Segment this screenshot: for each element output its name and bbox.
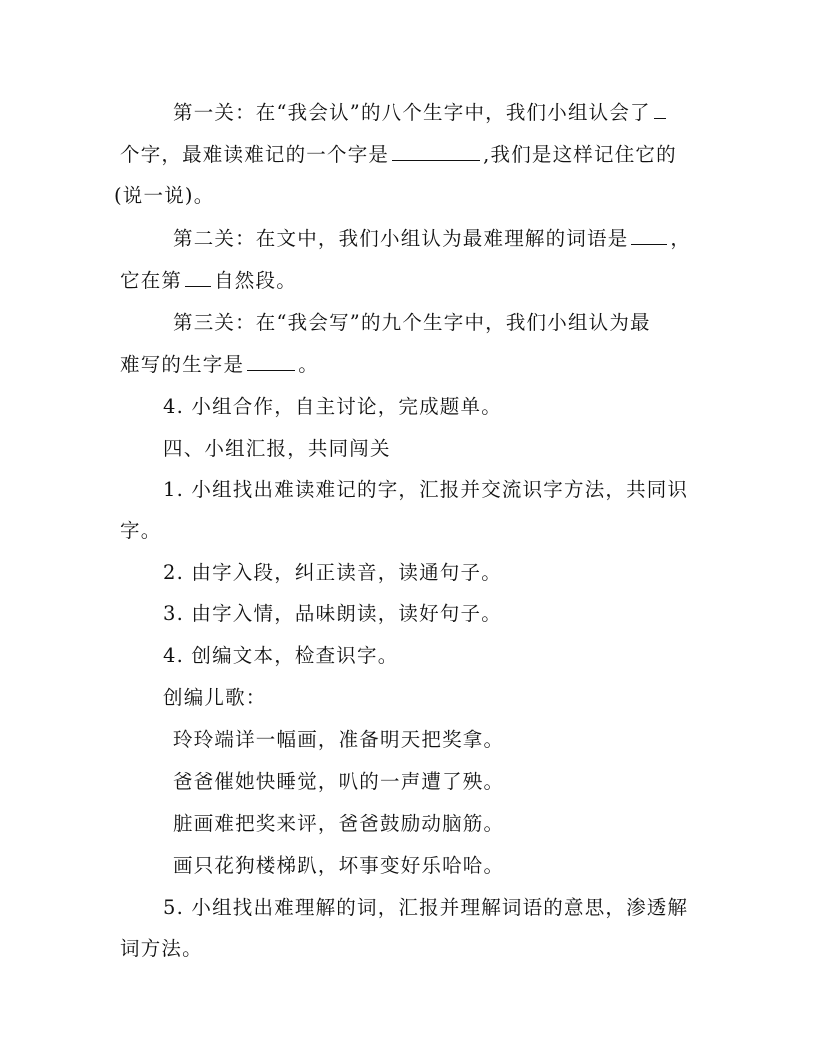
item1-text-a: 1. 小组找出难读难记的字，汇报并交流识字方法，共同识: [163, 478, 689, 501]
level1-line3: [114, 183, 214, 209]
section4-heading-text: 四、小组汇报，共同闯关: [163, 437, 391, 460]
rhyme-line-1: [173, 727, 504, 753]
level2-line1: [173, 226, 691, 252]
rhyme-text-2: 爸爸催她快睡觉，叭的一声遭了殃。: [173, 770, 505, 793]
item4-text: 4. 创编文本，检查识字。: [163, 644, 399, 667]
level2-text-a: 第二关：在文中，我们小组认为最难理解的词语是: [173, 227, 629, 250]
rhyme-text-4: 画只花狗楼梯趴，坏事变好乐哈哈。: [173, 854, 505, 877]
blank-field: [185, 268, 211, 287]
item5-line1: [163, 895, 688, 921]
rhyme-line-3: [173, 811, 504, 837]
rhyme-line-4: [173, 853, 504, 879]
item2-line: [163, 560, 502, 586]
level3-text-b: 难写的生字是: [120, 353, 245, 376]
item3-line: [163, 601, 502, 627]
level2-text-b: ，: [670, 227, 692, 250]
level3-text-c: 。: [298, 353, 319, 376]
blank-field: [247, 352, 295, 371]
item5-text-b: 词方法。: [120, 937, 203, 960]
level1-text-a: 第一关：在“我会认”的八个生字中，我们小组认会了: [173, 101, 651, 124]
item4-line: [163, 643, 398, 669]
step4-text: 4. 小组合作，自主讨论，完成题单。: [163, 395, 502, 418]
level2-text-c: 它在第: [120, 269, 183, 292]
level1-text-b: 个字，最难读难记的一个字是: [120, 143, 390, 166]
blank-field: [392, 142, 480, 161]
level2-line2: [120, 268, 297, 294]
level1-line1: [173, 100, 669, 126]
rhyme-heading: [163, 685, 267, 711]
item1-line1: [163, 477, 688, 503]
item5-text-a: 5. 小组找出难理解的词，汇报并理解词语的意思，渗透解: [163, 896, 689, 919]
rhyme-line-2: [173, 769, 504, 795]
level1-text-c: ,我们是这样记住它的: [483, 143, 677, 166]
item5-line2: [120, 936, 203, 962]
rhyme-text-1: 玲玲端详一幅画，准备明天把奖拿。: [173, 728, 505, 751]
section4-heading: [163, 436, 391, 462]
level3-line2: [120, 352, 319, 378]
level3-text-a: 第三关：在“我会写”的九个生字中，我们小组认为最: [173, 311, 651, 334]
blank-field: [654, 100, 666, 119]
item3-text: 3. 由字入情，品味朗读，读好句子。: [163, 602, 502, 625]
level1-text-d: (说一说)。: [114, 184, 215, 207]
step4-line: [163, 394, 502, 420]
blank-field: [631, 226, 667, 245]
level2-text-d: 自然段。: [214, 269, 297, 292]
level1-line2: [120, 142, 677, 168]
rhyme-text-3: 脏画难把奖来评，爸爸鼓励动脑筋。: [173, 812, 505, 835]
item1-text-b: 字。: [120, 519, 162, 542]
item1-line2: [120, 518, 161, 544]
item2-text: 2. 由字入段，纠正读音，读通句子。: [163, 561, 502, 584]
level3-line1: [173, 310, 651, 336]
rhyme-heading-text: 创编儿歌：: [163, 686, 267, 709]
